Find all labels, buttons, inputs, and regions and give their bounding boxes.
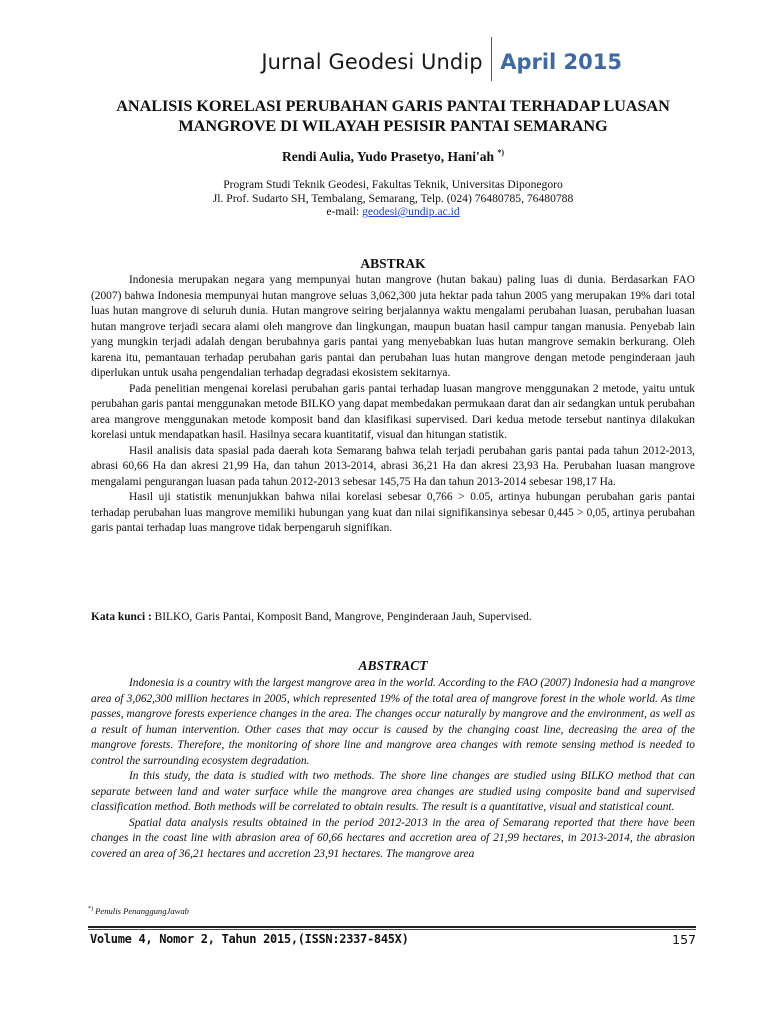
journal-name: Jurnal Geodesi Undip [261, 50, 483, 74]
abstrak-paragraph-2: Pada penelitian mengenai korelasi perubahan garis pantai terhadap luasan mangrove menggunakan 2 metode, yaitu untuk perubahan garis pantai menggunakan metode BILKO yang dapat membedakan permukaan darat dan air sedangkan untuk perubahan area mangrove menggunakan metode komposit band dan klasifikasi supervised. Dari kedua metode tersebut nantinya dilakukan korelasi untuk mendapatkan hasil. Hasilnya secara kuantitatif, visual dan hitungan statistik. [91, 382, 695, 441]
affiliation-line-2: Jl. Prof. Sudarto SH, Tembalang, Semarang, Telp. (024) 76480785, 76480788 [212, 191, 574, 205]
footer-rule-thin [88, 929, 696, 930]
footnote-text: Penulis PenanggungJawab [93, 906, 189, 916]
email-link[interactable]: geodesi@undip.ac.id [362, 205, 460, 218]
abstrak-body [91, 273, 695, 537]
footnote [88, 906, 189, 916]
footer-rule [88, 926, 696, 928]
paper-title: ANALISIS KORELASI PERUBAHAN GARIS PANTAI TERHADAP LUASAN MANGROVE DI WILAYAH PESISIR PANTAI SEMARANG [116, 96, 670, 135]
affiliation-email [91, 205, 695, 219]
abstract-paragraph-1: Indonesia is a country with the largest mangrove area in the world. According to the FAO (2007) Indonesia had a mangrove area of 3,062,300 million hectares in 2005, which represented 19% of the total area of mangrove forest in the whole world. As time passes, mangrove forests experience changes in the area. The changes occur naturally by mangrove and the environment, as well as a result of human intervention. Other cases that may occur is caused by the changing coast line, decreasing the area of the mangrove forests. Therefore, the monitoring of shore line and mangrove area changes with remote sensing method is needed to control the surrounding ecosystem degradation. [91, 677, 695, 767]
abstrak-paragraph-4: Hasil uji statistik menunjukkan bahwa nilai korelasi sebesar 0,766 > 0.05, artinya hubungan perubahan garis pantai terhadap perubahan luas mangrove memiliki hubungan yang kuat dan nilai signifikansinya sebesar 0,445 > 0,05, artinya perubahan garis pantai terhadap luas mangrove tidak berpengaruh signifikan. [91, 491, 695, 534]
abstract-body [91, 676, 695, 862]
abstract-paragraph-3: Spatial data analysis results obtained in the period 2012-2013 in the area of Semarang reported that there have been changes in the coast line with abrasion area of 60,66 hectares and accretion area of 21,99 hectares, in 2013-2014, the abrasion covered an area of 36,21 hectares and accretion 23,91 hectares. The mangrove area [91, 816, 695, 860]
author-mark: *) [497, 148, 505, 157]
author-names: Rendi Aulia, Yudo Prasetyo, Hani'ah [281, 149, 494, 164]
abstrak-paragraph-3: Hasil analisis data spasial pada daerah kota Semarang bahwa telah terjadi perubahan garis pantai pada tahun 2012-2013, abrasi 60,66 Ha dan akresi 21,99 Ha, dan tahun 2013-2014, abrasi 36,21 Ha dan akresi 23,93 Ha. Perubahan luasan mangrove mengalami pengurangan luasan pada tahun 2012-2013 sebesar 145,75 Ha dan tahun 2013-2014 sebesar 198,17 Ha. [91, 444, 695, 488]
footer-volume: Volume 4, Nomor 2, Tahun 2015,(ISSN:2337-845X) [90, 932, 409, 946]
email-label: e-mail: [326, 205, 363, 218]
abstrak-heading: ABSTRAK [360, 256, 426, 271]
journal-header [261, 44, 622, 80]
abstract-paragraph-2: In this study, the data is studied with two methods. The shore line changes are studied using BILKO method that can separate between land and water surface while the mangrove area changes are studied using composite band and supervised classification method. Both methods will be correlated to obtain results. The result is a quantitative, visual and statistical count. [91, 770, 695, 813]
header-divider [491, 37, 493, 81]
affiliation-line-1: Program Studi Teknik Geodesi, Fakultas Teknik, Universitas Diponegoro [223, 178, 563, 191]
keywords [91, 611, 695, 623]
issue-date: April 2015 [500, 50, 622, 74]
keywords-label: Kata kunci : [91, 611, 152, 623]
abstrak-paragraph-1: Indonesia merupakan negara yang mempunyai hutan mangrove (hutan bakau) paling luas di dunia. Berdasarkan FAO (2007) bahwa Indonesia mempunyai hutan mangrove seluas 3,062,300 juta hektar pada tahun 2005 yang merupakan 19% dari total luas hutan mangrove di seluruh dunia. Hutan mangrove seiring berjalannya waktu mengalami perubahan luasan, perubahan luasan hutan mangrove terjadi secara alami oleh mangrove dan lingkungan, maupun buatan hasil campur tangan manusia. Penyebab lain yang mungkin terjadi adalah dengan berubahnya garis pantai yang menyebabkan luas hutan mangrove semakin berkurang. Oleh karena itu, pemantauan terhadap perubahan garis pantai dan perubahan luas hutan mangrove dengan metode penginderaan jauh diperlukan untuk usaha pengendalian terhadap degradasi ekosistem sekitarnya. [91, 274, 695, 379]
footnote-mark: *) [88, 906, 93, 912]
page-number: 157 [672, 932, 696, 947]
affiliation [91, 178, 695, 219]
keywords-text: BILKO, Garis Pantai, Komposit Band, Mangrove, Penginderaan Jauh, Supervised. [151, 611, 532, 623]
paper-authors [91, 148, 695, 165]
abstract-heading: ABSTRACT [358, 658, 428, 673]
